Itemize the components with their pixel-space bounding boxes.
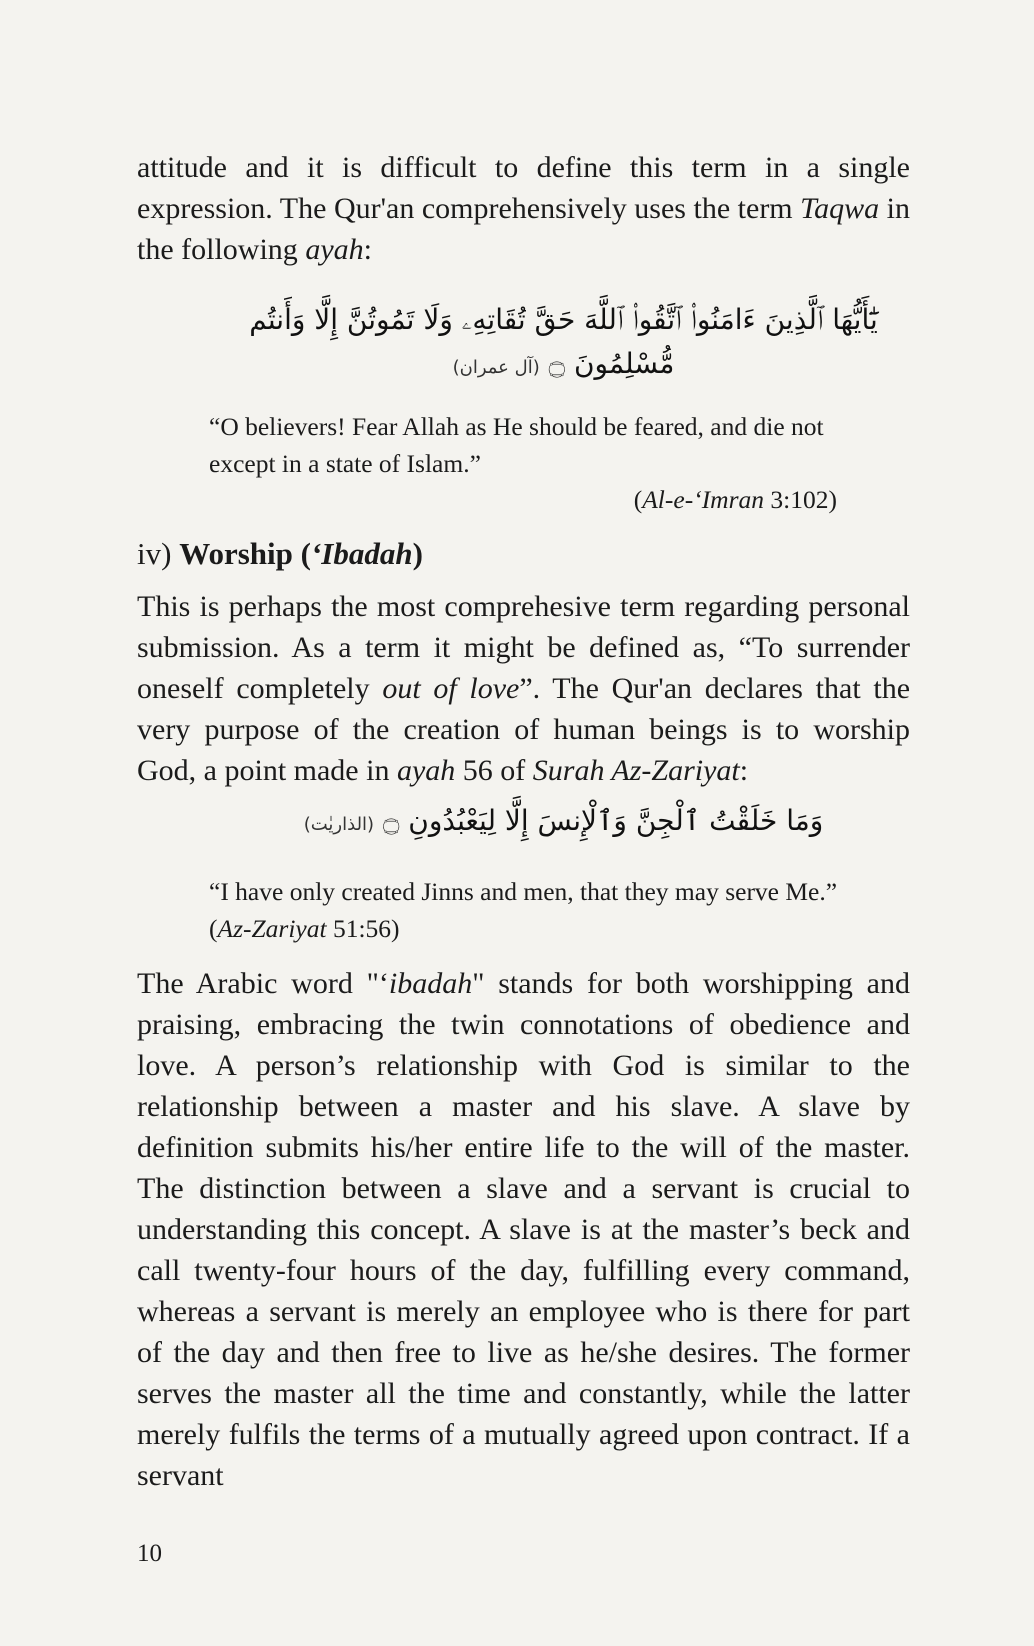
citation-surah: Al-e-‘Imran bbox=[642, 485, 765, 514]
arabic-verse-ref: (الذاريٰت) bbox=[303, 814, 375, 835]
paragraph-taqwa bbox=[137, 147, 910, 270]
italic-term: Taqwa bbox=[800, 192, 880, 225]
heading-prefix: iv) bbox=[137, 536, 180, 571]
text-run: This is perhaps the most comprehesive term regarding personal submission. As a term it might be defined as, “To surrender oneself completely bbox=[137, 590, 910, 705]
heading-bold: Worship ( bbox=[179, 536, 311, 571]
paragraph-worship bbox=[137, 586, 910, 791]
citation-number: 3:102 bbox=[770, 485, 829, 514]
text-run: ”. The Qur'an declares that the very purpose of the creation of human beings is to worship God, a point made in bbox=[137, 672, 911, 787]
verse-1-translation: “O believers! Fear Allah as He should be feared, and die not except in a state of Islam.” bbox=[209, 412, 824, 478]
section-heading-worship bbox=[137, 532, 910, 576]
italic-term: ibadah bbox=[388, 967, 473, 1000]
arabic-verse-text: وَمَا خَلَقْتُ ٱلْجِنَّ وَٱلْإِنسَ إِلَّا لِيَعْبُدُونِ ۝ bbox=[382, 804, 824, 837]
text-run: : bbox=[739, 754, 749, 787]
heading-suffix: ) bbox=[412, 536, 423, 571]
page-content bbox=[137, 147, 910, 1496]
text-run: “I have only created Jinns and men, that they may serve Me.” ( bbox=[209, 877, 838, 943]
arabic-verse-1 bbox=[137, 298, 910, 390]
verse-2-translation bbox=[209, 873, 839, 947]
arabic-verse-2 bbox=[137, 799, 910, 847]
italic-term: ayah bbox=[396, 754, 456, 787]
paragraph-ibadah bbox=[137, 963, 910, 1496]
arabic-verse-ref: (آل عمران) bbox=[452, 357, 540, 378]
text-run: " stands for both worshipping and praising, embracing the twin connotations of obedience and love. A person’s relationship with God is similar to the relationship between a master and his slave. A slave by definition submits his/her entire life to the will of the master. The distinction between a slave and a servant is crucial to understanding this concept. A slave is at the master’s beck and call twenty-four hours of the day, fulfilling every command, whereas a servant is merely an employee who is there for part of the day and then free to live as he/she desires. The former serves the master all the time and constantly, while the latter merely fulfils the terms of a mutually agreed upon contract. If a servant bbox=[137, 967, 910, 1492]
page-number: 10 bbox=[137, 1540, 162, 1567]
text-run: : bbox=[363, 233, 372, 266]
text-run: The Arabic word "‘ bbox=[137, 967, 389, 1000]
citation-number: 51:56) bbox=[326, 914, 400, 943]
citation-surah: Az-Zariyat bbox=[217, 914, 327, 943]
verse-1-citation: (Al-e-‘Imran 3:102) bbox=[633, 485, 837, 514]
arabic-verse-text: يَٰٓأَيُّهَا ٱلَّذِينَ ءَامَنُوا۟ ٱتَّقُوا۟ ٱللَّهَ حَقَّ تُقَاتِهِۦ وَلَا تَمُوتُنَّ إِلَّا وَأَنتُم مُّسْلِمُونَ ۝ bbox=[249, 303, 878, 380]
italic-term: out of love bbox=[382, 672, 520, 705]
italic-term: Surah Az-Zariyat bbox=[532, 754, 740, 787]
text-run: attitude and it is difficult to define this term in a single expression. The Qur'an comprehensively uses the term bbox=[137, 151, 910, 225]
italic-term: ayah bbox=[305, 233, 364, 266]
text-run: 56 of bbox=[455, 754, 533, 787]
text-run: in the following bbox=[137, 192, 910, 266]
heading-italic: ‘Ibadah bbox=[310, 536, 413, 571]
